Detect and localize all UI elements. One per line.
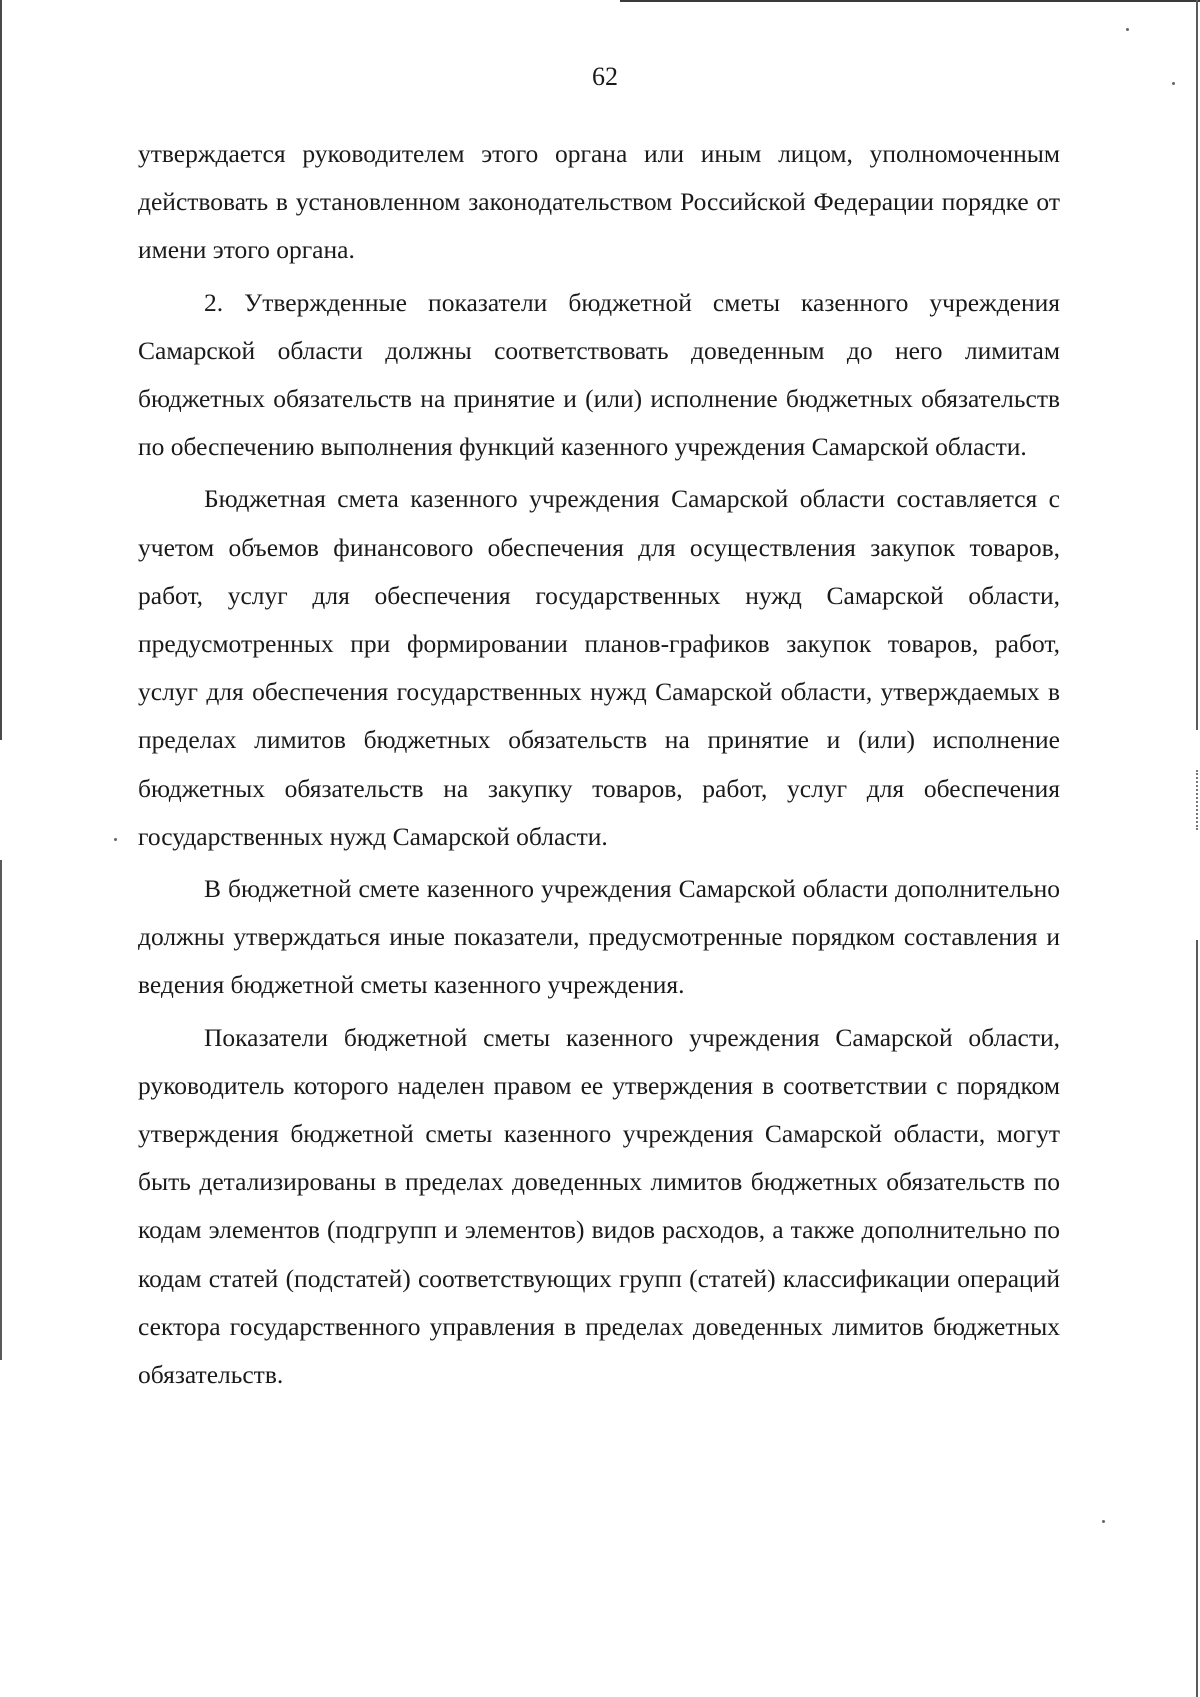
scan-artifact-right-edge xyxy=(1196,0,1198,730)
page-number: 62 xyxy=(592,62,618,91)
scan-speck xyxy=(1126,28,1129,31)
paragraph-budget-estimate: Бюджетная смета казенного учреждения Самарской области составляется с учетом объемов финансового обеспечения для осуществления закупок товаров, работ, услуг для обеспечения государственных нужд Самарской области, предусмотренных при формировании планов-графиков закупок товаров, работ, услуг для обеспечения государственных нужд Самарской области, утверждаемых в пределах лимитов бюджетных обязательств на принятие и (или) исполнение бюджетных обязательств на закупку товаров, работ, услуг для обеспечения государственных нужд Самарской области. xyxy=(138,484,1060,851)
paragraph-continuation: утверждается руководителем этого органа или иным лицом, уполномоченным действовать в установленном законодательством Российской Федерации порядке от имени этого органа. xyxy=(138,139,1060,265)
paragraph-additional-indicators: В бюджетной смете казенного учреждения Самарской области дополнительно должны утверждаться иные показатели, предусмотренные порядком составления и ведения бюджетной сметы казенного учреждения. xyxy=(138,874,1060,1000)
paragraph-detailing: Показатели бюджетной сметы казенного учреждения Самарской области, руководитель которого наделен правом ее утверждения в соответствии с порядком утверждения бюджетной сметы казенного учреждения Самарской области, могут быть детализированы в пределах доведенных лимитов бюджетных обязательств по кодам элементов (подгрупп и элементов) видов расходов, а также дополнительно по кодам статей (подстатей) соответствующих групп (статей) классификации операций сектора государственного управления в пределах доведенных лимитов бюджетных обязательств. xyxy=(138,1022,1060,1390)
paragraph-item-2: 2. Утвержденные показатели бюджетной сметы казенного учреждения Самарской области должны соответствовать доведенным до него лимитам бюджетных обязательств на принятие и (или) исполнение бюджетных обязательств по обеспечению выполнения функций казенного учреждения Самарской области. xyxy=(138,287,1060,462)
scan-artifact-right-edge-dotted xyxy=(1194,770,1198,830)
scan-artifact-top-line xyxy=(620,0,1200,2)
scan-speck xyxy=(1102,1520,1105,1523)
body-text xyxy=(138,130,1060,1399)
scan-artifact-right-edge-lower xyxy=(1196,940,1198,1697)
scan-artifact-left-edge xyxy=(0,0,2,740)
scan-artifact-left-edge-lower xyxy=(0,860,2,1360)
scan-speck xyxy=(114,838,117,841)
